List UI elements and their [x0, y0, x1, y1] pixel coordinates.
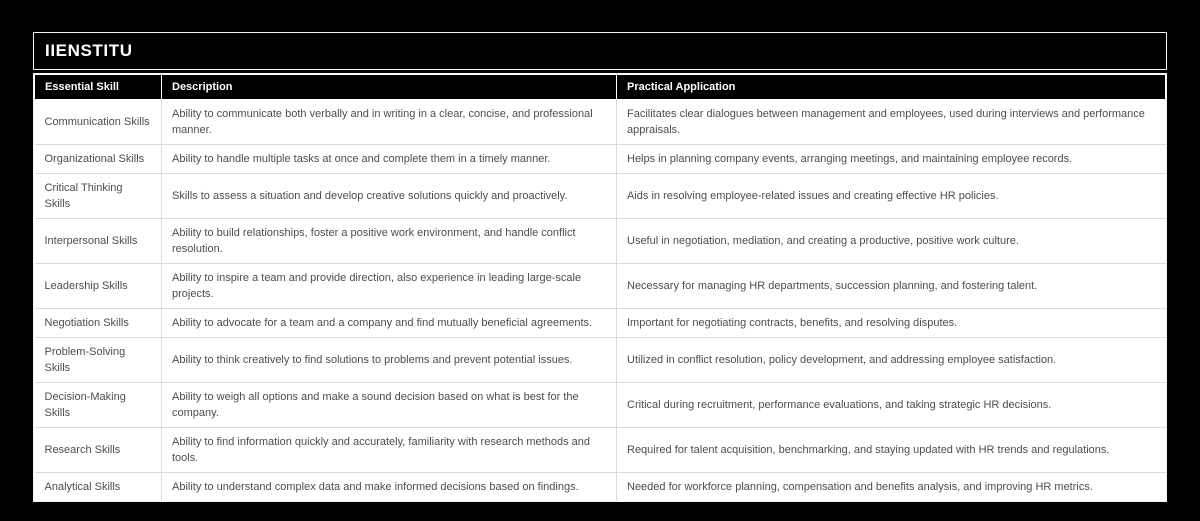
- skill-cell: Critical Thinking Skills: [35, 174, 162, 219]
- description-cell: Ability to build relationships, foster a positive work environment, and handle conflict resolution.: [162, 219, 617, 264]
- table-row: [35, 428, 1166, 473]
- table-row: [35, 473, 1166, 502]
- description-cell: Ability to find information quickly and accurately, familiarity with research methods and tools.: [162, 428, 617, 473]
- skills-table-wrapper: [33, 73, 1167, 502]
- application-cell: Important for negotiating contracts, benefits, and resolving disputes.: [617, 309, 1166, 338]
- skill-cell: Negotiation Skills: [35, 309, 162, 338]
- skill-cell: Interpersonal Skills: [35, 219, 162, 264]
- description-cell: Ability to think creatively to find solutions to problems and prevent potential issues.: [162, 338, 617, 383]
- skill-cell: Problem-Solving Skills: [35, 338, 162, 383]
- skill-cell: Analytical Skills: [35, 473, 162, 502]
- table-row: [35, 174, 1166, 219]
- description-cell: Ability to inspire a team and provide direction, also experience in leading large-scale projects.: [162, 264, 617, 309]
- table-row: [35, 338, 1166, 383]
- table-header: [35, 75, 1166, 100]
- table-row: [35, 219, 1166, 264]
- description-cell: Skills to assess a situation and develop creative solutions quickly and proactively.: [162, 174, 617, 219]
- application-cell: Required for talent acquisition, benchmarking, and staying updated with HR trends and regulations.: [617, 428, 1166, 473]
- description-cell: Ability to handle multiple tasks at once and complete them in a timely manner.: [162, 145, 617, 174]
- column-header-description: Description: [162, 75, 617, 100]
- column-header-practical-application: Practical Application: [617, 75, 1166, 100]
- description-cell: Ability to communicate both verbally and in writing in a clear, concise, and professional manner.: [162, 100, 617, 145]
- skill-cell: Decision-Making Skills: [35, 383, 162, 428]
- application-cell: Necessary for managing HR departments, succession planning, and fostering talent.: [617, 264, 1166, 309]
- table-row: [35, 145, 1166, 174]
- table-row: [35, 383, 1166, 428]
- table-body: [35, 100, 1166, 502]
- skill-cell: Leadership Skills: [35, 264, 162, 309]
- table-row: [35, 264, 1166, 309]
- application-cell: Helps in planning company events, arranging meetings, and maintaining employee records.: [617, 145, 1166, 174]
- header-row: [35, 75, 1166, 100]
- skills-table: [34, 74, 1166, 501]
- description-cell: Ability to advocate for a team and a company and find mutually beneficial agreements.: [162, 309, 617, 338]
- table-row: [35, 309, 1166, 338]
- application-cell: Useful in negotiation, mediation, and creating a productive, positive work culture.: [617, 219, 1166, 264]
- description-cell: Ability to weigh all options and make a sound decision based on what is best for the company.: [162, 383, 617, 428]
- skill-cell: Research Skills: [35, 428, 162, 473]
- table-row: [35, 100, 1166, 145]
- brand-title: IIENSTITU: [33, 32, 1167, 70]
- skill-cell: Communication Skills: [35, 100, 162, 145]
- application-cell: Aids in resolving employee-related issues and creating effective HR policies.: [617, 174, 1166, 219]
- application-cell: Facilitates clear dialogues between management and employees, used during interviews and performance appraisals.: [617, 100, 1166, 145]
- description-cell: Ability to understand complex data and make informed decisions based on findings.: [162, 473, 617, 502]
- skill-cell: Organizational Skills: [35, 145, 162, 174]
- column-header-essential-skill: Essential Skill: [35, 75, 162, 100]
- application-cell: Critical during recruitment, performance evaluations, and taking strategic HR decisions.: [617, 383, 1166, 428]
- application-cell: Utilized in conflict resolution, policy development, and addressing employee satisfaction.: [617, 338, 1166, 383]
- application-cell: Needed for workforce planning, compensation and benefits analysis, and improving HR metrics.: [617, 473, 1166, 502]
